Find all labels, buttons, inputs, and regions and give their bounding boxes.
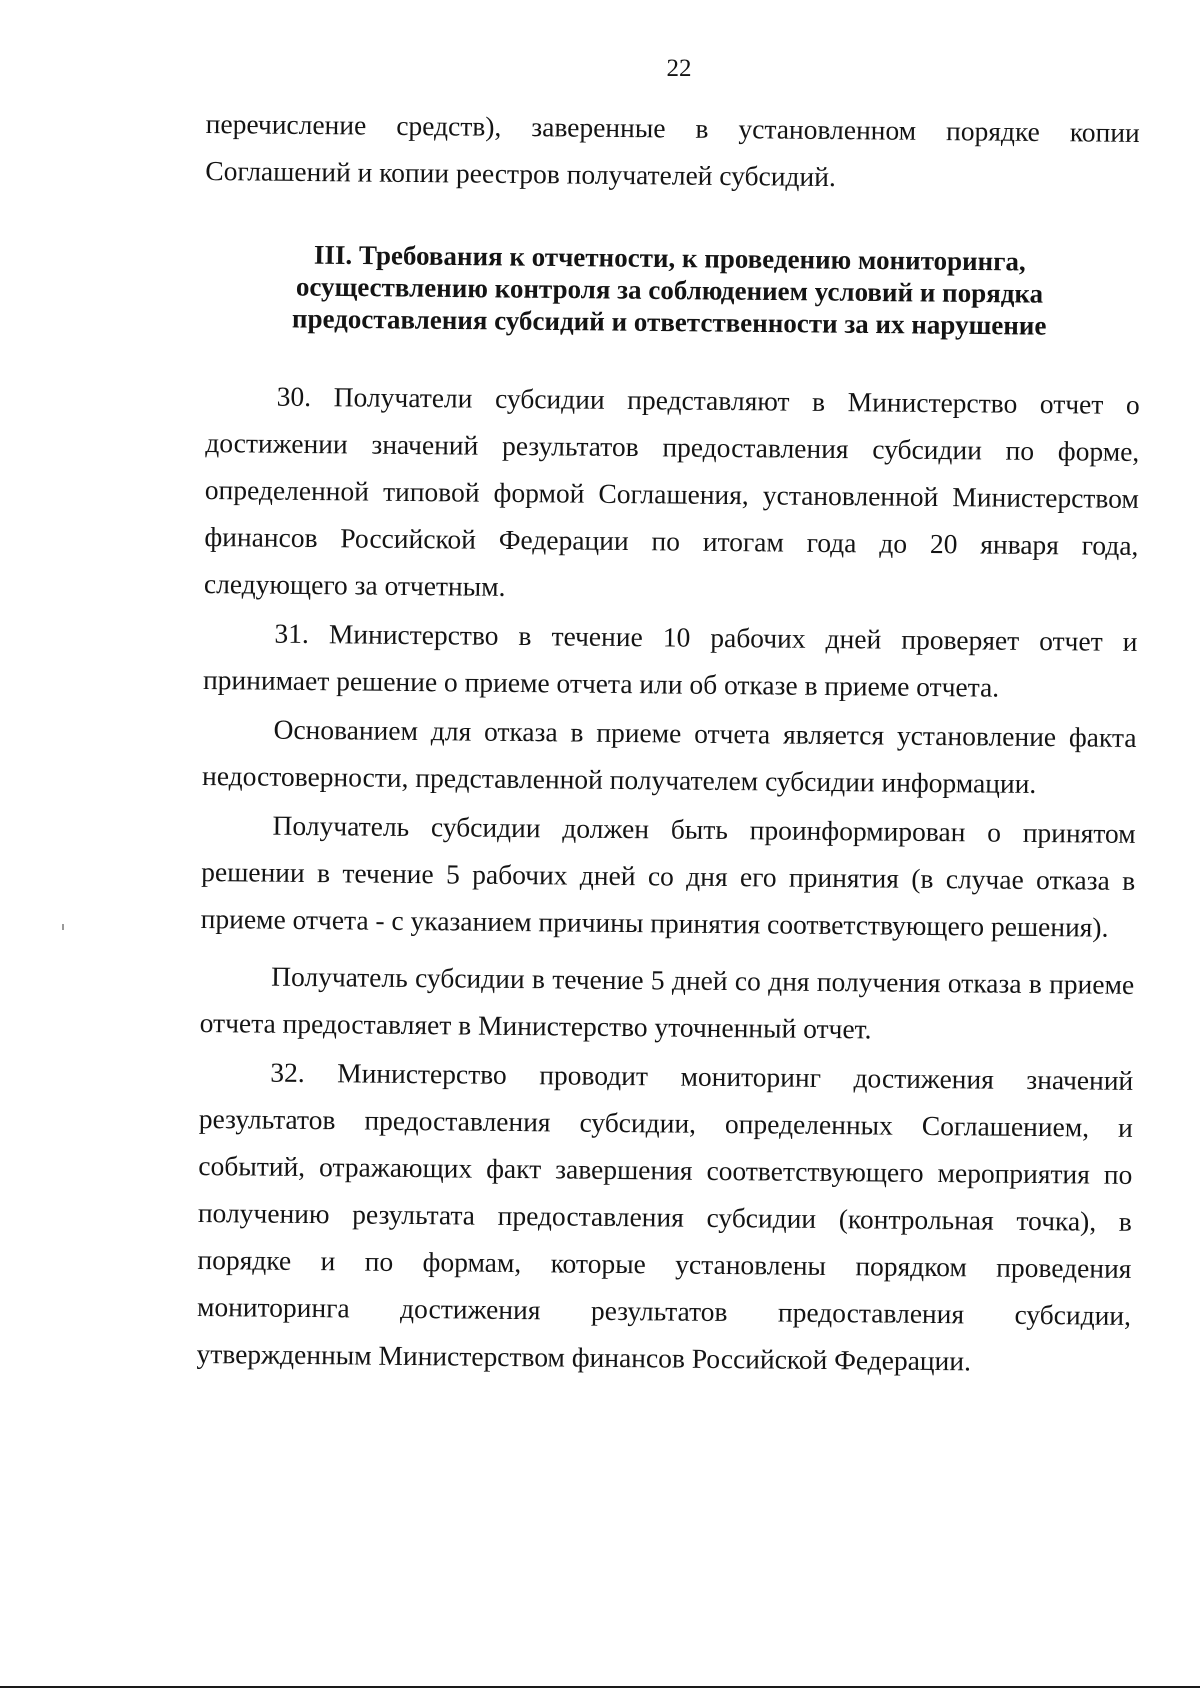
- paragraph-refusal-grounds: Основанием для отказа в приеме отчета является установление факта недостоверности, представленной получателем субсидии информации.: [201, 713, 1137, 799]
- continued-paragraph-block: [205, 100, 1140, 203]
- section-heading-line-3: предоставления субсидий и ответственности за их нарушение: [291, 303, 1047, 341]
- section-heading-line-1: III. Требования к отчетности, к проведению мониторинга,: [313, 239, 1026, 277]
- section-heading: [249, 238, 1090, 342]
- section-body: [196, 372, 1140, 1388]
- continued-paragraph: перечисление средств), заверенные в установленном порядке копии Соглашений и копии реестров получателей субсидий.: [205, 107, 1140, 193]
- page-number: [0, 52, 1200, 86]
- scan-speck: [62, 924, 64, 930]
- paragraph-32: 32. Министерство проводит мониторинг достижения значений результатов предоставления субсидии, определенных Соглашением, и событий, отражающих факт завершения соответствующего мероприятия по получению результата предоставления субсидии (контрольная точка), в порядке и по формам, которые установлены порядком проведения мониторинга достижения результатов предоставления субсидии, утвержденным Министерством финансов Российской Федерации.: [196, 1056, 1134, 1377]
- paragraph-corrected-report: Получатель субсидии в течение 5 дней со дня получения отказа в приеме отчета предоставляет в Министерство уточненный отчет.: [199, 960, 1135, 1045]
- bottom-scan-edge: [0, 1686, 1200, 1688]
- page-number-text: 22: [666, 55, 692, 82]
- paragraph-31: 31. Министерство в течение 10 рабочих дней проверяет отчет и принимает решение о приеме отчета или об отказе в приеме отчета.: [202, 617, 1138, 703]
- section-heading-line-2: осуществлению контроля за соблюдением условий и порядка: [295, 271, 1044, 309]
- paragraph-30: 30. Получатели субсидии представляют в Министерство отчет о достижении значений результатов предоставления субсидии по форме, определенной типовой формой Соглашения, установленной Министерством финансов Российской Федерации по итогам года до 20 января года, следующего за отчетным.: [203, 380, 1140, 602]
- paragraph-notification: Получатель субсидии должен быть проинформирован о принятом решении в течение 5 рабочих дней со дня его принятия (в случае отказа в приеме отчета - с указанием причины принятия соответствующего решения).: [200, 809, 1136, 943]
